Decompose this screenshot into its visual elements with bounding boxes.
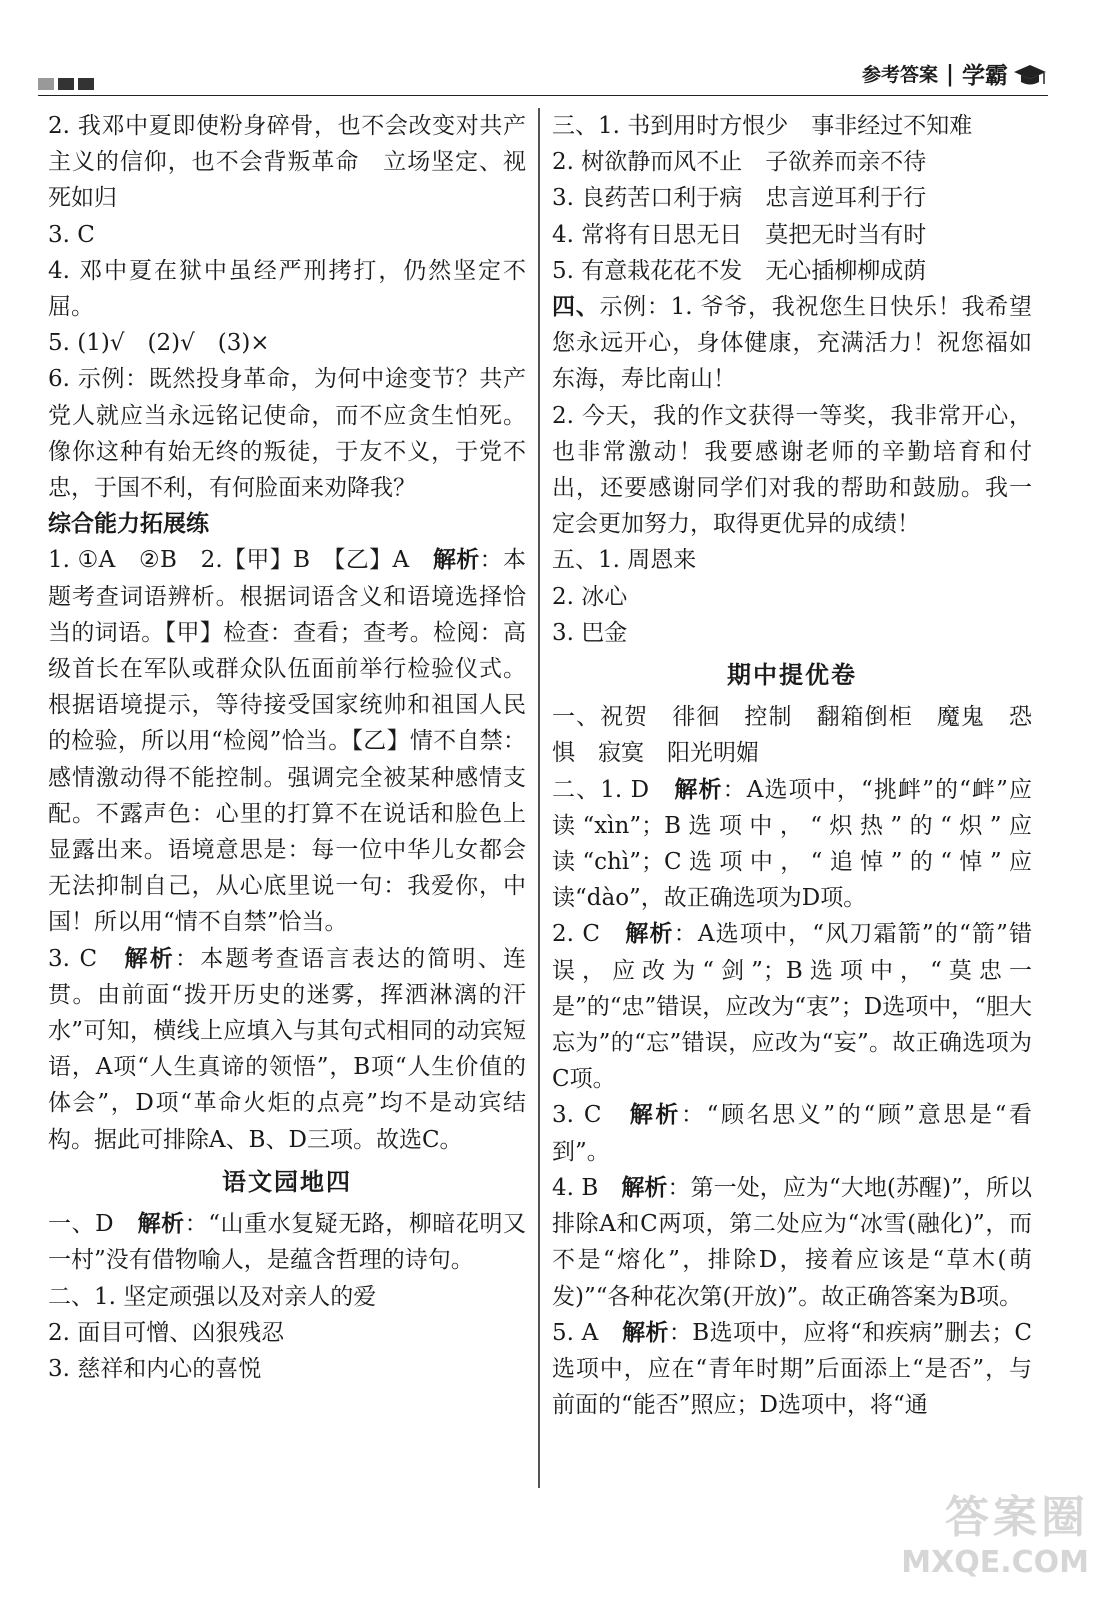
- answer-text: 五、1. 周恩来: [552, 547, 697, 574]
- mark-block: [58, 78, 74, 90]
- answer-key-label: 参考答案: [861, 64, 938, 86]
- header-right: [862, 57, 1008, 90]
- answer-text: 4. B 解析：第一处，应为“大地(苏醒)”，所以排除A和C两项，第二处应为“冰雪(融化)”，而不是“熔化”，排除D，接着应该是“草木(萌发)”“各种花次第(开放)”。故正确答案为B项。: [552, 1174, 1032, 1310]
- answer-text: 2. 树欲静而风不止 子欲养而亲不待: [552, 149, 927, 176]
- graduation-cap-icon: [1012, 62, 1048, 90]
- answer-text: 2. C 解析：A选项中，“风刀霜箭”的“箭”错误，应改为“剑”；B选项中，“莫忠一是”的“忠”错误，应改为“衷”；D选项中，“胆大忘为”的“忘”错误，应改为“妄”。故正确选项为C项。: [552, 921, 1033, 1093]
- answer-text: 2. 面目可憎、凶狠残忍: [48, 1319, 285, 1346]
- watermark-logo: 答案圈: [945, 1492, 1089, 1543]
- answer-text: 2. 冰心: [552, 583, 628, 610]
- answer-text: 6. 示例：既然投身革命，为何中途变节？共产党人就应当永远铭记使命，而不应贪生怕死。像你这种有始无终的叛徒，于友不义，于党不忠，于国不利，有何脸面来劝降我？: [48, 366, 526, 502]
- section-heading: 综合能力拓展练: [48, 511, 209, 538]
- answer-text: 4. 邓中夏在狱中虽经严刑拷打，仍然坚定不屈。: [48, 257, 526, 321]
- answer-text: 3. C 解析：“顾名思义”的“顾”意思是“看到”。: [552, 1102, 1033, 1165]
- corner-marks: [38, 78, 94, 90]
- answer-text: 2. 我邓中夏即使粉身碎骨，也不会改变对共产主义的信仰，也不会背叛革命 立场坚定、视死如归: [48, 113, 526, 212]
- section-title: 语文园地四: [222, 1167, 352, 1196]
- answer-text: 四、示例：1. 爷爷，我祝您生日快乐！我希望您永远开心，身体健康，充满活力！祝您福如东海，寿比南山！: [552, 294, 1032, 393]
- header-rule: [38, 95, 1048, 96]
- answer-text: 4. 常将有日思无日 莫把无时当有时: [552, 221, 927, 248]
- answer-text: 2. 今天，我的作文获得一等奖，我非常开心，也非常激动！我要感谢老师的辛勤培育和付出，还要感谢同学们对我的帮助和鼓励。我一定会更加努力，取得更优异的成绩！: [552, 402, 1032, 538]
- answer-text: 5. 有意栽花花不发 无心插柳柳成荫: [552, 257, 927, 284]
- answer-text: 一、祝贺 徘徊 控制 翻箱倒柜 魔鬼 恐惧 寂寞 阳光明媚: [552, 704, 1032, 767]
- right-column: [552, 108, 1032, 1423]
- answer-text: 3. 良药苦口利于病 忠言逆耳利于行: [552, 185, 927, 212]
- watermark: [901, 1481, 1089, 1580]
- left-column: [48, 108, 526, 1387]
- mark-block: [38, 78, 54, 90]
- answer-text: 一、D 解析：“山重水复疑无路，柳暗花明又一村”没有借物喻人，是蕴含哲理的诗句。: [48, 1211, 526, 1274]
- answer-text: 3. C: [48, 221, 95, 248]
- answer-text: 3. C 解析：本题考查语言表达的简明、连贯。由前面“拨开历史的迷雾，挥洒淋漓的汗水”可知，横线上应填入与其句式相同的动宾短语，A项“人生真谛的领悟”，B项“人生价值的体会”，D项“革命火炬的点亮”均不是动宾结构。据此可排除A、B、D三项。故选C。: [48, 945, 527, 1153]
- answer-text: 3. 巴金: [552, 619, 628, 646]
- answer-text: 1. ①A ②B 2.【甲】B 【乙】A 解析：本题考查词语辨析。根据词语含义和语境选择恰当的词语。【甲】检查：查看；查考。检阅：高级首长在军队或群众队伍面前举行检验仪式。根据语境提示，等待接受国家统帅和祖国人民的检验，所以用“检阅”恰当。【乙】情不自禁：感情激动得不能控制。强调完全被某种感情支配。不露声色：心里的打算不在说话和脸色上显露出来。语境意思是：每一位中华儿女都会无法抑制自己，从心底里说一句：我爱你，中国！所以用“情不自禁”恰当。: [48, 547, 527, 936]
- answer-text: 5. (1)√ (2)√ (3)×: [48, 330, 270, 357]
- header-separator: |: [945, 60, 954, 87]
- answer-text: 二、1. 坚定顽强以及对亲人的爱: [48, 1283, 377, 1310]
- answer-text: 三、1. 书到用时方恨少 事非经过不知难: [552, 113, 973, 139]
- watermark-url: MXQE.COM: [901, 1545, 1089, 1580]
- brand-name: 学霸: [962, 63, 1008, 89]
- answer-text: 3. 慈祥和内心的喜悦: [48, 1355, 262, 1382]
- answer-text: 5. A 解析：B选项中，应将“和疾病”删去；C选项中，应在“青年时期”后面添上“是否”，与前面的“能否”照应；D选项中，将“通: [552, 1319, 1032, 1419]
- column-divider: [538, 108, 540, 1488]
- answer-text: 二、1. D 解析：A选项中，“挑衅”的“衅”应读“xìn”；B选项中，“炽热”的“炽”应读“chì”；C选项中，“追悼”的“悼”应读“dào”，故正确选项为D项。: [552, 776, 1032, 912]
- section-title: 期中提优卷: [727, 661, 857, 690]
- page-header: [38, 58, 1048, 96]
- mark-block: [78, 78, 94, 90]
